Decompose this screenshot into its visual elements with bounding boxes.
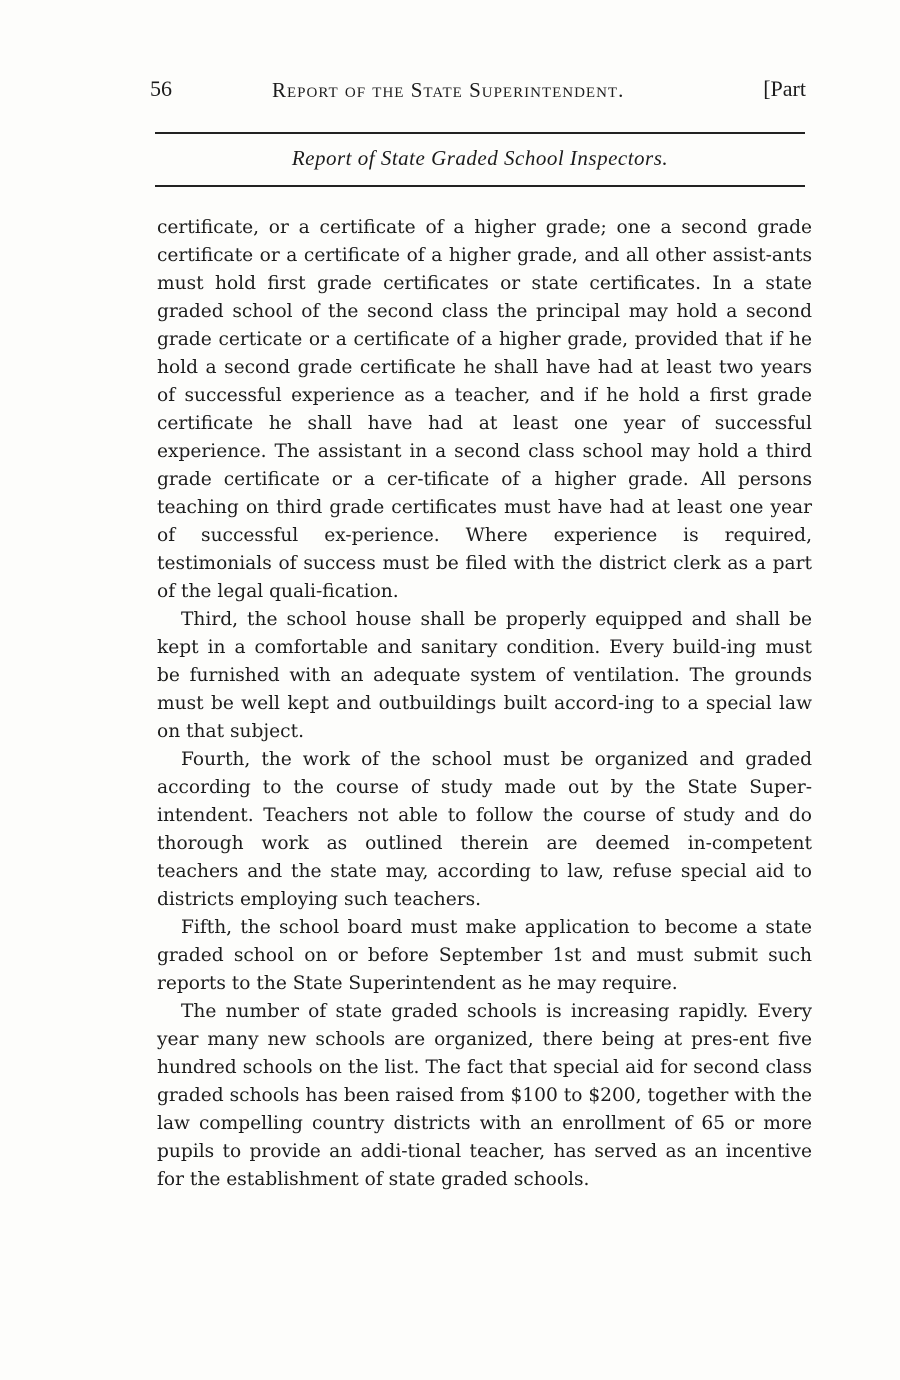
part-label: [Part — [763, 76, 806, 101]
body-text — [157, 214, 812, 1194]
page-number: 56 — [150, 76, 172, 101]
paragraph-number-of-schools: The number of state graded schools is increasing rapidly. Every year many new schools are organized, there being at pres-ent five hundred schools on the list. The fact that special aid for second class graded schools has been raised from $100 to $200, together with the law compelling country districts with an enrollment of 65 or more pupils to provide an addi-tional teacher, has served as an incentive for the establishment of state graded schools. — [157, 1001, 812, 1190]
paragraph-fourth: Fourth, the work of the school must be organized and graded according to the course of study made out by the State Super-intendent. Teachers not able to follow the course of study and do thorough work as outlined therein are deemed in-competent teachers and the state may, according to law, refuse special aid to districts employing such teachers. — [157, 749, 812, 910]
header-rule-top — [155, 132, 805, 134]
running-title: Report of the State Superintendent. — [272, 78, 625, 102]
paragraph-continued: certificate, or a certificate of a higher grade; one a second grade certificate or a certificate of a higher grade, and all other assist-ants must hold first grade certificates or state certificates. In a state graded school of the second class the principal may hold a second grade certicate or a certificate of a higher grade, provided that if he hold a second grade certificate he shall have had at least two years of successful experience as a teacher, and if he hold a first grade certificate he shall have had at least one year of successful experience. The assistant in a second class school may hold a third grade certificate or a cer-tificate of a higher grade. All persons teaching on third grade certificates must have had at least one year of successful ex-perience. Where experience is required, testimonials of success must be filed with the district clerk as a part of the legal quali-fication. — [157, 217, 812, 602]
paragraph-third: Third, the school house shall be properly equipped and shall be kept in a comfortable and sanitary condition. Every build-ing must be furnished with an adequate system of ventilation. The grounds must be well kept and outbuildings built accord-ing to a special law on that subject. — [157, 609, 812, 742]
running-header — [150, 76, 806, 112]
paragraph-fifth: Fifth, the school board must make application to become a state graded school on or before September 1st and must submit such reports to the State Superintendent as he may require. — [157, 917, 812, 994]
section-subtitle: Report of State Graded School Inspectors. — [291, 146, 669, 170]
header-rule-bottom — [155, 185, 805, 187]
